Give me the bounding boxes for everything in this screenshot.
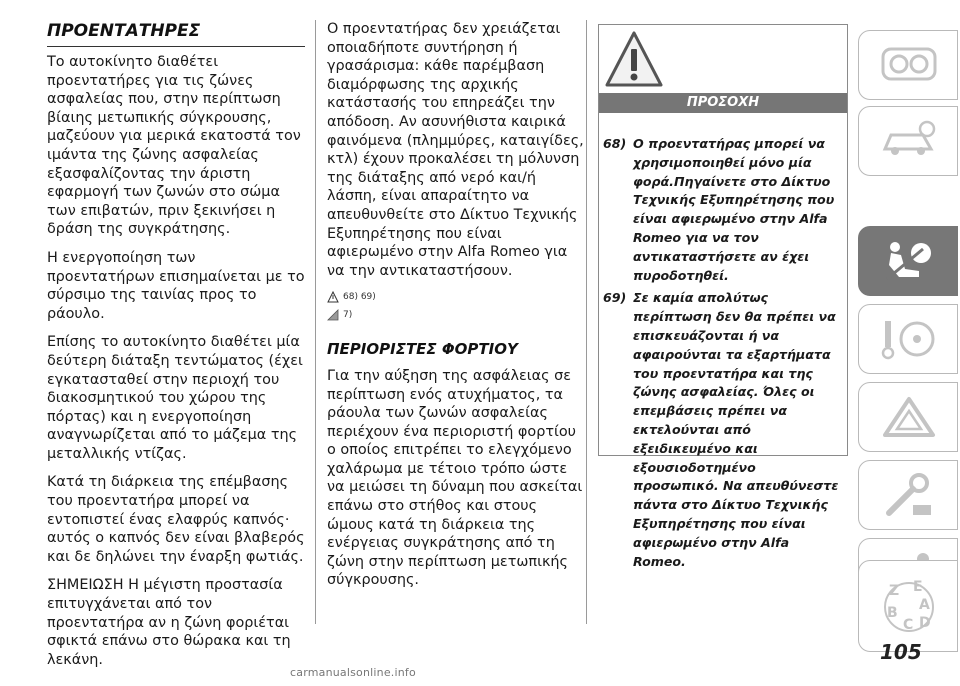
tab-emergency[interactable] (858, 382, 958, 452)
left-column (47, 20, 305, 679)
paragraph: Επίσης το αυτοκίνητο διαθέτει μία δεύτερη διάταξη τεντώματος (έχει εγκατασταθεί στην περιοχή του διακοσμητικού του χώρου της πόρτας) και η ενεργοποίηση αναγνωρίζεται από το μάζεμα της μεταλλικής ντίζας. (47, 334, 303, 462)
seat-airbag-icon (879, 239, 939, 283)
warning-triangle-icon (879, 395, 939, 439)
note-reference[interactable] (327, 308, 585, 322)
reference-label: 68) 69) (343, 292, 376, 303)
section-heading: ΠΕΡΙΟΡΙΣΤΕΣ ΦΟΡΤΙΟΥ (327, 340, 518, 359)
warning-triangle-icon (603, 29, 665, 91)
paragraph: Ο προεντατήρας δεν χρειάζεται οποιαδήποτε συντήρηση ή γρασάρισμα: κάθε παρέμβαση διαμόρφωσης της αρχικής κατάστασής του επηρεάζει την απόδοση. Αν ασυνήθιστα καιρικά φαινόμενα (πλημμύρες, καταιγίδες, κτλ) έχουν προκαλέσει τη μόλυνση της διάταξης από νερό και/ή λάσπη, είναι απαραίτητο να απευθυνθείτε στο Δίκτυο Τεχνικής Εξυπηρέτησης που είναι αφιερωμένο στην Alfa Romeo για να την αντικαταστήσουν. (327, 21, 584, 279)
warning-number: 68) (603, 136, 627, 151)
paragraph: Το αυτοκίνητο διαθέτει προεντατήρες για τις ζώνες ασφαλείας που, στην περίπτωση βίαιης μετωπικής σύγκρουσης, μαζεύουν για μερικά εκατοστά τον ιμάντα της ζώνης ασφαλείας εξασφαλίζοντας την άριστη εφαρμογή των ζωνών στο σώμα των επιβατών, πριν ξεκινήσει η δράση της συγκράτησης. (47, 54, 301, 238)
warning-item (603, 135, 841, 285)
dashboard-icon (879, 43, 939, 87)
paragraph: Κατά τη διάρκεια της επέμβασης του προεντατήρα μπορεί να εντοπιστεί ένας ελαφρύς καπνός· αυτός ο καπνός δεν είναι βλαβερός και δε δηλώνει την έναρξη φωτιάς. (47, 474, 305, 565)
tab-dashboard[interactable] (858, 30, 958, 100)
tab-safety[interactable] (858, 226, 958, 296)
watermark: carmanualsonline.info (290, 666, 416, 679)
warning-triangle-icon (327, 291, 339, 303)
paragraph: Για την αύξηση της ασφάλειας σε περίπτωση ενός ατυχήματος, τα ράουλα των ζωνών ασφαλείας περιέχουν ένα περιοριστή φορτίου ο οποίος επιτρέπει το ελεγχόμενο χαλάρωμα με τέτοιο τρόπο ώστε να μειώσει τη δύναμη που ασκείται επάνω στο στήθος και στους ώμους κατά τη διάρκεια της ενέργειας συγκράτησης από τη ζώνη στην περίπτωση μετωπικής σύγκρουσης. (327, 367, 583, 589)
reference-label: 7) (343, 310, 353, 321)
alphabet-index-icon (879, 573, 939, 641)
warning-heading: ΠΡΟΣΟΧΗ (599, 93, 847, 113)
reference-list (327, 290, 585, 322)
warning-list (603, 135, 841, 575)
warning-text: Ο προεντατήρας μπορεί να χρησιμοποιηθεί μόνο μία φορά.Πηγαίνετε στο Δίκτυο Τεχνικής Εξυπηρέτησης που είναι αφιερωμένο στην Alfa Romeo για να τον αντικαταστήσετε αν έχει πυροδοτηθεί. (633, 136, 835, 283)
tab-index[interactable] (858, 560, 958, 652)
note-paragraph: ΣΗΜΕΙΩΣΗ Η μέγιστη προστασία επιτυγχάνεται από τον προεντατήρα αν η ζώνη φοριέται σφικτά επάνω στο θώρακα και τη λεκάνη. (47, 577, 291, 668)
note-icon (327, 309, 339, 321)
tab-starting-driving[interactable] (858, 304, 958, 374)
svg-text:A: A (919, 597, 930, 613)
svg-text:Z: Z (889, 583, 900, 599)
middle-column (327, 20, 585, 600)
tab-car-info[interactable] (858, 106, 958, 176)
steering-icon (879, 317, 939, 361)
column-divider (586, 20, 587, 624)
svg-text:D: D (919, 615, 931, 631)
svg-text:E: E (913, 579, 923, 595)
page-number: 105 (880, 640, 922, 664)
warning-item (603, 289, 841, 571)
warning-text: Σε καμία απολύτως περίπτωση δεν θα πρέπει να επισκευάζονται ή να αφαιρούνται τα εξαρτήματα του προεντατήρα και της ζώνης ασφαλείας. Όλες οι επεμβάσεις πρέπει να εκτελούνται από εξειδικευμένο και εξουσιοδοτημένο προσωπικό. Να απευθύνεστε πάντα στο Δίκτυο Τεχνικής Εξυπηρέτησης που είναι αφιερωμένο στην Alfa Romeo. (633, 290, 839, 569)
column-divider (315, 20, 316, 624)
warning-box (598, 24, 848, 569)
tab-maintenance[interactable] (858, 460, 958, 530)
paragraph: Η ενεργοποίηση των προεντατήρων επισημαίνεται με το σύρσιμο της ταινίας προς το ράουλο. (47, 249, 305, 322)
car-info-icon (879, 119, 939, 163)
wrench-icon (879, 473, 939, 517)
svg-text:B: B (887, 605, 898, 621)
warning-number: 69) (603, 290, 627, 306)
warning-reference[interactable] (327, 290, 585, 304)
page-title: ΠΡΟΕΝΤΑΤΗΡΕΣ (47, 20, 305, 47)
svg-text:C: C (903, 617, 914, 633)
